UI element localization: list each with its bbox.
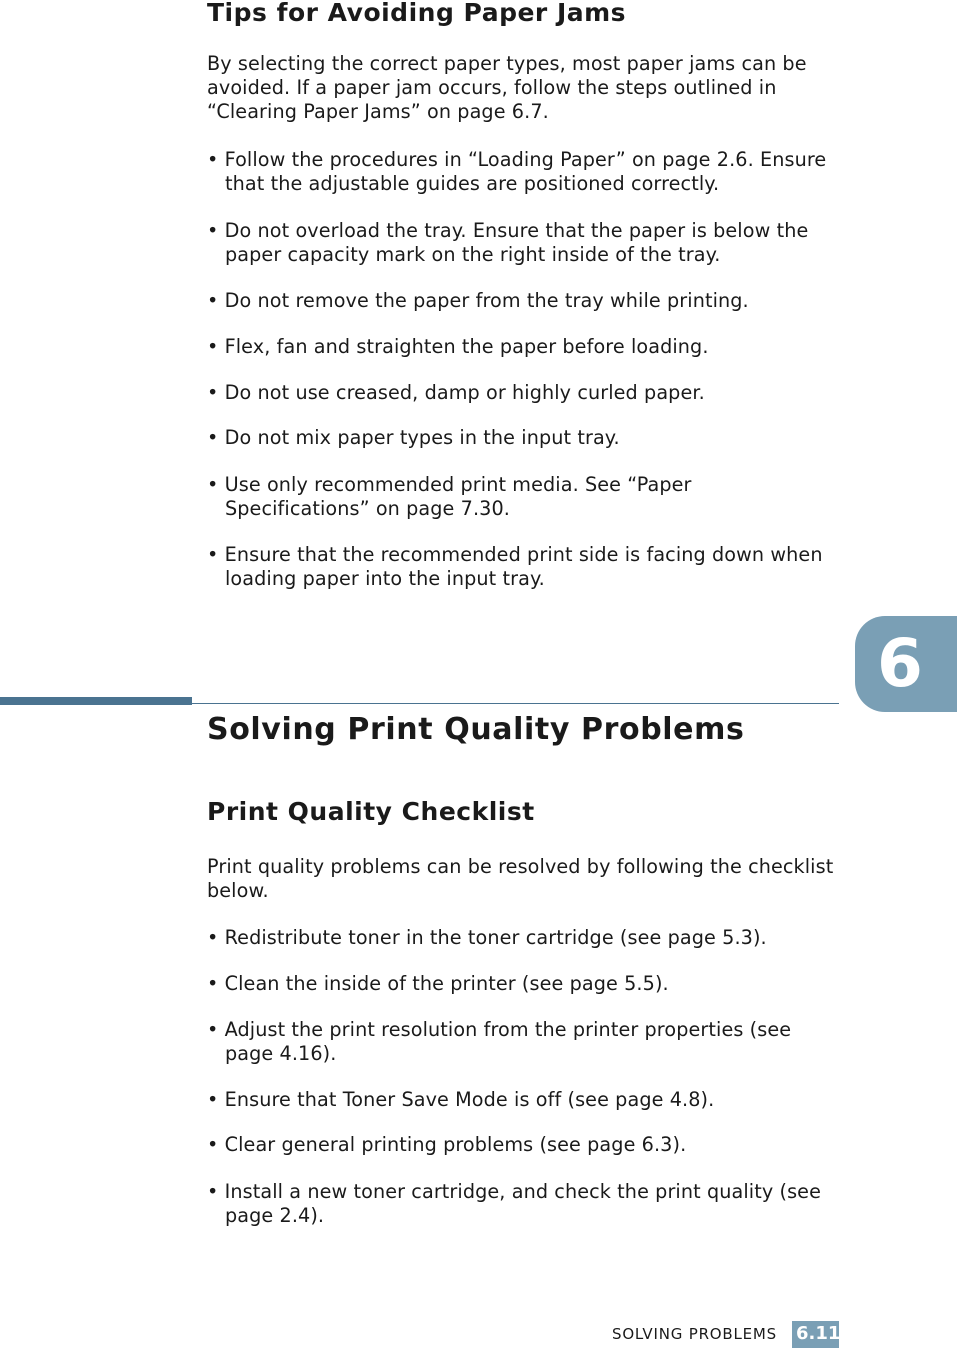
section-rule-thick [0,697,192,705]
checklist-intro: Print quality problems can be resolved by following the checklist below. [207,855,834,902]
footer-chapter-title: SOLVING PROBLEMS [612,1325,777,1343]
tips-bullet-1: • Follow the procedures in “Loading Paper” on page 2.6. Ensure that the adjustable guides are positioned correctly. [207,148,827,195]
checklist-bullet-1: • Redistribute toner in the toner cartridge (see page 5.3). [207,926,767,949]
tips-heading: Tips for Avoiding Paper Jams [207,0,627,27]
section-rule-thin [192,703,839,704]
tips-bullet-3: • Do not remove the paper from the tray while printing. [207,289,749,312]
quality-heading: Solving Print Quality Problems [207,712,745,747]
tips-bullet-5: • Do not use creased, damp or highly curled paper. [207,381,705,404]
checklist-bullet-6: • Install a new toner cartridge, and check the print quality (see page 2.4). [207,1180,821,1227]
checklist-bullet-4: • Ensure that Toner Save Mode is off (see page 4.8). [207,1088,715,1111]
tips-bullet-4: • Flex, fan and straighten the paper before loading. [207,335,709,358]
chapter-number: 6 [877,625,923,702]
tips-intro: By selecting the correct paper types, most paper jams can be avoided. If a paper jam occurs, follow the steps outlined in “Clearing Paper Jams” on page 6.7. [207,52,807,123]
page-number: 6.11 [796,1323,841,1344]
checklist-bullet-5: • Clear general printing problems (see page 6.3). [207,1133,687,1156]
tips-bullet-8: • Ensure that the recommended print side is facing down when loading paper into the input tray. [207,543,823,590]
tips-bullet-6: • Do not mix paper types in the input tray. [207,426,620,449]
tips-bullet-7: • Use only recommended print media. See “Paper Specifications” on page 7.30. [207,473,692,520]
checklist-bullet-3: • Adjust the print resolution from the printer properties (see page 4.16). [207,1018,792,1065]
tips-bullet-2: • Do not overload the tray. Ensure that the paper is below the paper capacity mark on the right inside of the tray. [207,219,809,266]
checklist-heading: Print Quality Checklist [207,797,535,826]
checklist-bullet-2: • Clean the inside of the printer (see page 5.5). [207,972,669,995]
